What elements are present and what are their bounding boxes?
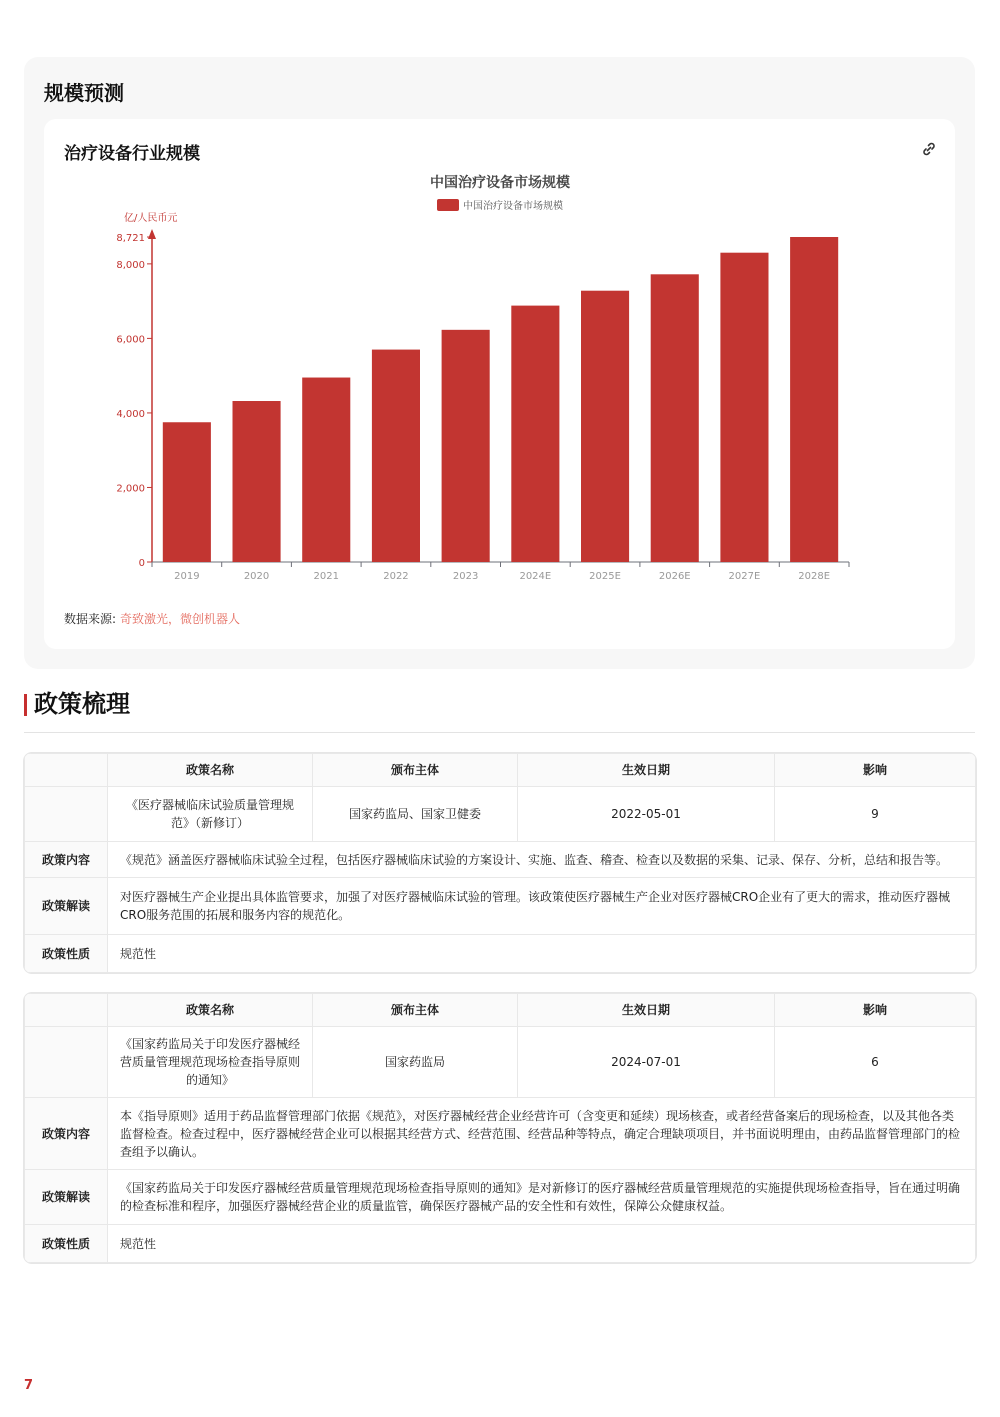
policy-content: 本《指导原则》适用于药品监督管理部门依据《规范》，对医疗器械经营企业经营许可（含变更和延续）现场核查，或者经营备案后的现场检查，以及其他各类监督检查。检查过程中，医疗器械经营企业可以根据其经营方式、经营范围、经营品种等特点，确定合理缺项项目，并书面说明理由，由药品监督管理部门的检查组予以确认。 <box>108 1098 976 1170</box>
table-row <box>25 878 976 935</box>
policy-table-2 <box>24 993 976 1263</box>
table-row <box>25 935 976 973</box>
accent-bar <box>24 694 27 716</box>
bar[interactable] <box>372 350 420 562</box>
x-tick-label: 2027E <box>728 571 761 582</box>
link-icon[interactable] <box>921 141 937 157</box>
forecast-section <box>24 57 975 669</box>
bar[interactable] <box>511 306 559 562</box>
row-label-content: 政策内容 <box>25 1098 108 1170</box>
bar[interactable] <box>442 330 490 562</box>
row-label-nature: 政策性质 <box>25 935 108 973</box>
policy-nature: 规范性 <box>108 935 976 973</box>
bar-chart <box>44 159 955 599</box>
policy-impact: 9 <box>775 787 976 842</box>
corner-cell <box>25 1027 108 1098</box>
bar[interactable] <box>651 274 699 562</box>
bar[interactable] <box>163 422 211 562</box>
chart-legend[interactable] <box>437 199 563 212</box>
corner-cell <box>25 754 108 787</box>
x-tick-label: 2019 <box>174 571 200 582</box>
header-date: 生效日期 <box>518 754 775 787</box>
table-header-row <box>25 994 976 1027</box>
y-tick-label: 8,000 <box>116 259 145 271</box>
policy-section-title: 政策梳理 <box>34 690 130 718</box>
policy-name: 《国家药监局关于印发医疗器械经营质量管理规范现场检查指导原则的通知》 <box>108 1027 313 1098</box>
table-row <box>25 787 976 842</box>
card-title: 治疗设备行业规模 <box>64 144 200 164</box>
x-tick-label: 2028E <box>798 571 831 582</box>
x-tick-label: 2025E <box>589 571 621 582</box>
table-header-row <box>25 754 976 787</box>
table-row <box>25 1170 976 1225</box>
table-row <box>25 1098 976 1170</box>
y-tick-label: 6,000 <box>116 334 145 346</box>
table-row <box>25 1027 976 1098</box>
policy-section-header <box>24 688 975 733</box>
bar[interactable] <box>720 253 768 562</box>
bar-series <box>163 237 838 562</box>
header-issuer: 颁布主体 <box>313 994 518 1027</box>
header-name: 政策名称 <box>108 754 313 787</box>
chart-title: 中国治疗设备市场规模 <box>430 175 570 191</box>
header-date: 生效日期 <box>518 994 775 1027</box>
row-label-content: 政策内容 <box>25 842 108 878</box>
table-row <box>25 842 976 878</box>
policy-impact: 6 <box>775 1027 976 1098</box>
policy-interpretation: 对医疗器械生产企业提出具体监管要求，加强了对医疗器械临床试验的管理。该政策使医疗器械生产企业对医疗器械CRO企业有了更大的需求，推动医疗器械CRO服务范围的拓展和服务内容的规范化。 <box>108 878 976 935</box>
x-axis <box>152 562 849 582</box>
corner-cell <box>25 994 108 1027</box>
section-title: 规模预测 <box>44 81 124 105</box>
y-axis <box>116 229 156 569</box>
table-row <box>25 1225 976 1263</box>
bar[interactable] <box>233 401 281 562</box>
row-label-interpretation: 政策解读 <box>25 1170 108 1225</box>
row-label-interpretation: 政策解读 <box>25 878 108 935</box>
x-tick-label: 2022 <box>383 571 409 582</box>
x-tick-label: 2024E <box>519 571 552 582</box>
policy-issuer: 国家药监局、国家卫健委 <box>313 787 518 842</box>
data-source <box>64 610 240 627</box>
policy-date: 2024-07-01 <box>518 1027 775 1098</box>
source-label: 数据来源: <box>64 612 117 626</box>
bar[interactable] <box>581 291 629 562</box>
x-tick-label: 2023 <box>452 571 479 582</box>
y-tick-label: 8,721 <box>116 233 145 244</box>
policy-issuer: 国家药监局 <box>313 1027 518 1098</box>
y-axis-label: 亿/人民币元 <box>124 213 178 224</box>
y-tick-label: 0 <box>138 558 145 569</box>
corner-cell <box>25 787 108 842</box>
source-value[interactable]: 奇致激光，微创机器人 <box>120 612 241 626</box>
policy-date: 2022-05-01 <box>518 787 775 842</box>
row-label-nature: 政策性质 <box>25 1225 108 1263</box>
bar[interactable] <box>302 378 350 562</box>
legend-label: 中国治疗设备市场规模 <box>463 201 563 212</box>
header-impact: 影响 <box>775 994 976 1027</box>
header-impact: 影响 <box>775 754 976 787</box>
chart-card <box>44 119 955 649</box>
x-tick-label: 2021 <box>313 571 339 582</box>
bar[interactable] <box>790 237 838 562</box>
policy-name: 《医疗器械临床试验质量管理规范》（新修订） <box>108 787 313 842</box>
x-tick-label: 2026E <box>658 571 691 582</box>
y-tick-label: 4,000 <box>116 408 145 420</box>
policy-content: 《规范》涵盖医疗器械临床试验全过程，包括医疗器械临床试验的方案设计、实施、监查、稽查、检查以及数据的采集、记录、保存、分析，总结和报告等。 <box>108 842 976 878</box>
page-number: 7 <box>24 1378 34 1393</box>
policy-interpretation: 《国家药监局关于印发医疗器械经营质量管理规范现场检查指导原则的通知》是对新修订的医疗器械经营质量管理规范的实施提供现场检查指导，旨在通过明确的检查标准和程序，加强医疗器械经营企业的质量监管，确保医疗器械产品的安全性和有效性，保障公众健康权益。 <box>108 1170 976 1225</box>
y-tick-label: 2,000 <box>116 483 145 495</box>
policy-nature: 规范性 <box>108 1225 976 1263</box>
header-issuer: 颁布主体 <box>313 754 518 787</box>
x-tick-label: 2020 <box>243 571 270 582</box>
legend-swatch <box>437 199 459 211</box>
policy-table-1 <box>24 753 976 973</box>
header-name: 政策名称 <box>108 994 313 1027</box>
